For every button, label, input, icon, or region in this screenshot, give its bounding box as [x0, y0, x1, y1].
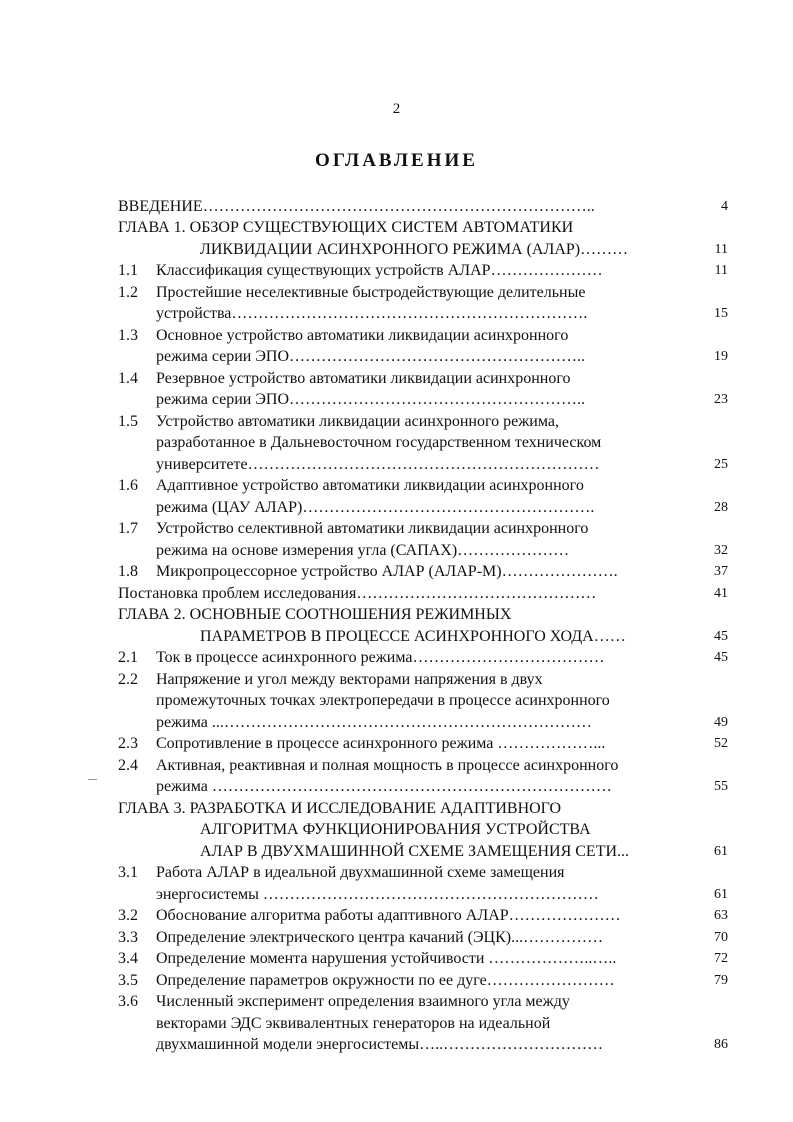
- toc-heading: ОГЛАВЛЕНИЕ: [315, 150, 478, 171]
- scan-artifact: [88, 779, 97, 780]
- page-number: 2: [392, 101, 401, 117]
- table-of-contents: ВВЕДЕНИЕ……………………………………………………………….. 4 ГЛАВА 1. ОБЗОР СУЩЕСТВУЮЩИХ СИСТЕМ АВТОМАТИКИ ЛИКВИДАЦИИ АСИНХРОННОГО РЕЖИМА (АЛАР)……… 11 1.1 Классификация существующих устройств АЛАР………………… 11 1.2 Простейшие неселективные быстродействующие делительные устройства…………………………………………………………. 15 1.3 Основное устройство автоматики ликвидации асинхронного режима серии ЭПО……………………………………………….. 19 1.4 Резервное устройство автоматики ликвидации асинхронного режима серии ЭПО……………………………………………….. 23 1.5 Устройство автоматики ликвидации асинхронного режима, разработанное в Дальневосточном государственном техническом университете………………………………………………………… 25 1.6 Адаптивное устройство автоматики ликвидации асинхронного режима (ЦАУ АЛАР)………………………………………………. 28 1.7 Устройство селективной автоматики ликвидации асинхронного режима на основе измерения угла (САПАХ)………………… 32 1.8 Микропроцессорное устройство АЛАР (АЛАР-М)…………………. 37 Постановка проблем исследования……………………………………… 41 ГЛАВА 2. ОСНОВНЫЕ СООТНОШЕНИЯ РЕЖИМНЫХ ПАРАМЕТРОВ В ПРОЦЕССЕ АСИНХРОННОГО ХОДА…… 45 2.1 Ток в процессе асинхронного режима……………………………… 45 2.2 Напряжение и угол между векторами напряжения в двух промежуточных точках электропередачи в процессе асинхронного режима ...…………………………………………………………… 49 2.3 Сопротивление в процессе асинхронного режима ………………... 52 2.4 Активная, реактивная и полная мощность в процессе асинхронного режима ………………………………………………………………… 55 ГЛАВА 3. РАЗРАБОТКА И ИССЛЕДОВАНИЕ АДАПТИВНОГО АЛГОРИТМА ФУНКЦИОНИРОВАНИЯ УСТРОЙСТВА АЛАР В ДВУХМАШИННОЙ СХЕМЕ ЗАМЕЩЕНИЯ СЕТИ... 61 3.1 Работа АЛАР в идеальной двухмашинной схеме замещения энергосистемы ……………………………………………………… 61 3.2 Обоснование алгоритма работы адаптивного АЛАР………………… 63 3.3 Определение электрического центра качаний (ЭЦК)...…………… 70 3.4 Определение момента нарушения устойчивости ………………..….. 72 3.5 Определение параметров окружности по ее дуге…………………… 79 3.6 Численный эксперимент определения взаимного угла между векторами ЭДС эквивалентных генераторов на идеальной двухмашинной модели энергосистемы…..………………………… 86: [118, 198, 728, 1053]
